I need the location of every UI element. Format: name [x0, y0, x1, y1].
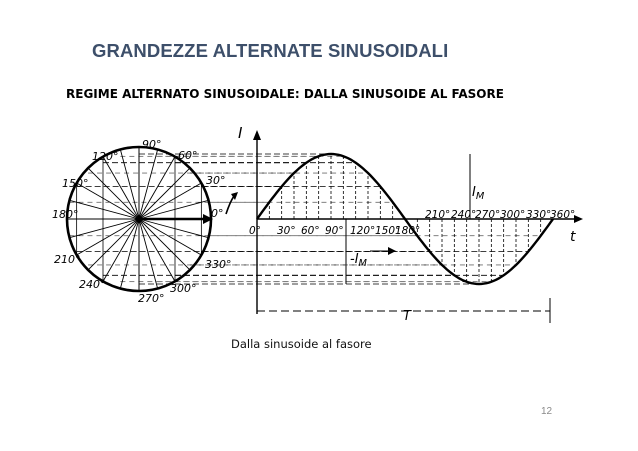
circle-spoke [139, 219, 158, 289]
circle-spoke [69, 219, 139, 238]
wave-angle-label: 0° [249, 225, 261, 237]
wave-angle-label: 150° [375, 225, 401, 237]
axis-x-label: t [570, 229, 576, 245]
wave-angle-label: 300° [500, 209, 526, 221]
wave-angle-label: 330° [526, 209, 552, 221]
wave-angle-label: 360° [550, 209, 576, 221]
circle-spoke [69, 200, 139, 219]
time-axis-arrow [574, 215, 583, 223]
circle-angle-label: 270° [138, 292, 165, 305]
axis-y-label: I [238, 124, 243, 142]
circle-angle-label: 90° [142, 138, 162, 151]
circle-angle-label: 60° [178, 149, 198, 162]
phasor-sinusoid-figure [50, 118, 590, 328]
amplitude-label-positive: $I_M$ [472, 185, 485, 202]
slide-title: GRANDEZZE ALTERNATE SINUSOIDALI [92, 40, 449, 61]
circle-angle-label: 150° [62, 177, 89, 190]
circle-spoke [139, 149, 158, 219]
circle-angle-label: 30° [206, 174, 226, 187]
circle-spoke [120, 149, 139, 219]
rotation-arc [226, 196, 234, 214]
wave-angle-label: 60° [301, 225, 320, 237]
circle-angle-label: 210° [54, 253, 81, 266]
phasor-origin-dot [136, 216, 142, 222]
amplitude-label-negative: $-I_M$ [350, 252, 367, 269]
circle-angle-label: 240° [79, 278, 106, 291]
circle-angle-label: 120° [92, 150, 119, 163]
period-label: T [403, 309, 411, 324]
current-axis-arrow [253, 130, 261, 140]
wave-angle-label: 90° [325, 225, 344, 237]
direction-arrowhead [388, 247, 396, 255]
wave-angle-label: 120° [350, 225, 376, 237]
circle-angle-label: 330° [205, 258, 232, 271]
wave-angle-label: 270° [475, 209, 501, 221]
circle-angle-label: 300° [170, 282, 197, 295]
circle-spoke [139, 219, 209, 238]
figure-drawing [52, 124, 583, 324]
wave-angle-label: 210° [425, 209, 451, 221]
circle-angle-label: 180° [52, 208, 79, 221]
circle-spoke [139, 200, 209, 219]
page-number: 12 [541, 406, 553, 417]
wave-angle-label: 30° [277, 225, 296, 237]
circle-angle-label: 0° [211, 207, 224, 220]
wave-angle-label: 180° [395, 225, 421, 237]
figure-caption: Dalla sinusoide al fasore [231, 337, 372, 351]
slide-subtitle: REGIME ALTERNATO SINUSOIDALE: DALLA SINUSOIDE AL FASORE [66, 87, 504, 101]
circle-spoke [120, 219, 139, 289]
wave-angle-label: 240° [451, 209, 477, 221]
